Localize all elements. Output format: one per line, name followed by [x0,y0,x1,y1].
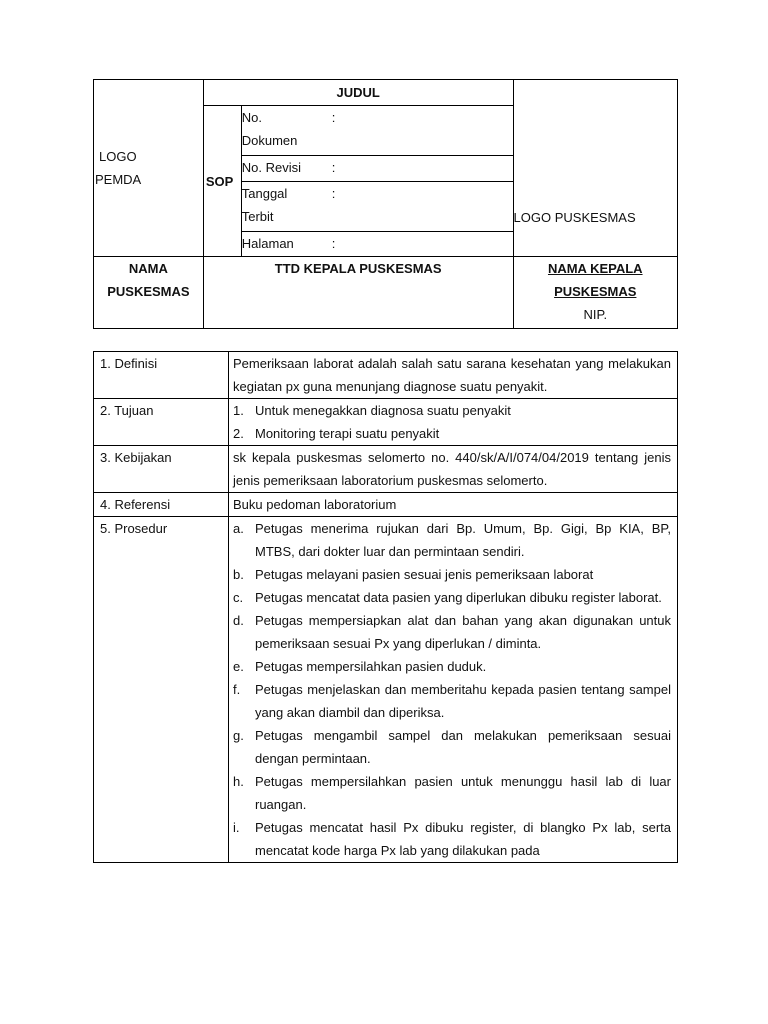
nama-kepala-cell [513,257,677,329]
list-item: c. Petugas mencatat data pasien yang diperlukan dibuku register laborat. [233,590,662,605]
list-item: e. Petugas mempersilahkan pasien duduk. [233,659,487,674]
field-label: Halaman [241,236,294,251]
label-kebijakan: 3. Kebijakan [94,446,229,493]
list-item: a. Petugas menerima rujukan dari Bp. Umum, Bp. Gigi, Bp KIA, BP, MTBS, dari dokter luar dan permintaan sendiri. [233,521,671,559]
field-sep: : [331,236,336,251]
logo-puskesmas-cell [513,80,677,257]
content-tujuan [229,399,678,446]
nip-label: NIP. [583,307,608,322]
label-tujuan: 2. Tujuan [94,399,229,446]
logo-pemda-cell [94,80,204,257]
list-item: f. Petugas menjelaskan dan memberitahu kepada pasien tentang sampel yang akan diambil dan diperiksa. [233,682,671,720]
row-definisi [94,352,678,399]
list-item: d. Petugas mempersiapkan alat dan bahan yang akan digunakan untuk pemeriksaan sesuai Px yang diperlukan / diminta. [233,613,671,651]
field-label: No. [241,110,262,125]
nama-kepala-line1: NAMA KEPALA [547,261,643,276]
judul-title: JUDUL [336,85,380,100]
field-sep: : [331,186,336,201]
content-referensi: Buku pedoman laboratorium [229,493,678,517]
logo-pemda-line2: PEMDA [95,172,142,187]
content-prosedur [229,517,678,863]
list-item: g. Petugas mengambil sampel dan melakukan pemeriksaan sesuai dengan permintaan. [233,728,671,766]
list-item: h. Petugas mempersilahkan pasien untuk menunggu hasil lab di luar ruangan. [233,774,671,812]
sop-label: SOP [205,173,234,189]
list-item: b. Petugas melayani pasien sesuai jenis pemeriksaan laborat [233,567,594,582]
label-definisi: 1. Definisi [94,352,229,399]
nama-puskesmas-line2: PUSKESMAS [107,284,190,299]
field-label: Tanggal [241,186,288,201]
logo-puskesmas-label: LOGO PUSKESMAS [513,210,636,225]
row-prosedur [94,517,678,863]
list-item: 1. Untuk menegakkan diagnosa suatu penyakit [233,403,511,418]
sop-body-table [93,351,678,863]
field-sep: : [331,160,336,175]
row-kebijakan [94,446,678,493]
sop-header-table [93,79,678,329]
nama-puskesmas-line1: NAMA [128,261,168,276]
row-referensi [94,493,678,517]
field-tanggal-terbit [241,182,513,232]
content-definisi: Pemeriksaan laborat adalah salah satu sarana kesehatan yang melakukan kegiatan px guna menunjang diagnose suatu penyakit. [229,352,678,399]
judul-cell [203,80,513,106]
content-kebijakan: sk kepala puskesmas selomerto no. 440/sk/A/I/074/04/2019 tentang jenis jenis pemeriksaan laboratorium puskesmas selomerto. [229,446,678,493]
field-halaman [241,232,513,257]
label-referensi: 4. Referensi [94,493,229,517]
nama-kepala-line2: PUSKESMAS [554,284,637,299]
field-no-dokumen [241,106,513,156]
ttd-label: TTD KEPALA PUSKESMAS [274,261,442,276]
logo-pemda-line1: LOGO [99,149,137,164]
row-tujuan [94,399,678,446]
field-sep: : [331,110,336,125]
ttd-cell [203,257,513,329]
field-label: No. Revisi [241,160,301,175]
field-label-cont: Dokumen [241,133,298,148]
field-no-revisi [241,156,513,182]
label-prosedur: 5. Prosedur [94,517,229,863]
list-item: i. Petugas mencatat hasil Px dibuku register, di blangko Px lab, serta mencatat kode harga Px lab yang dilakukan pada [233,820,671,858]
nama-puskesmas-cell [94,257,204,329]
sop-cell [203,106,241,257]
list-item: 2. Monitoring terapi suatu penyakit [233,426,440,441]
field-label-cont: Terbit [241,209,274,224]
